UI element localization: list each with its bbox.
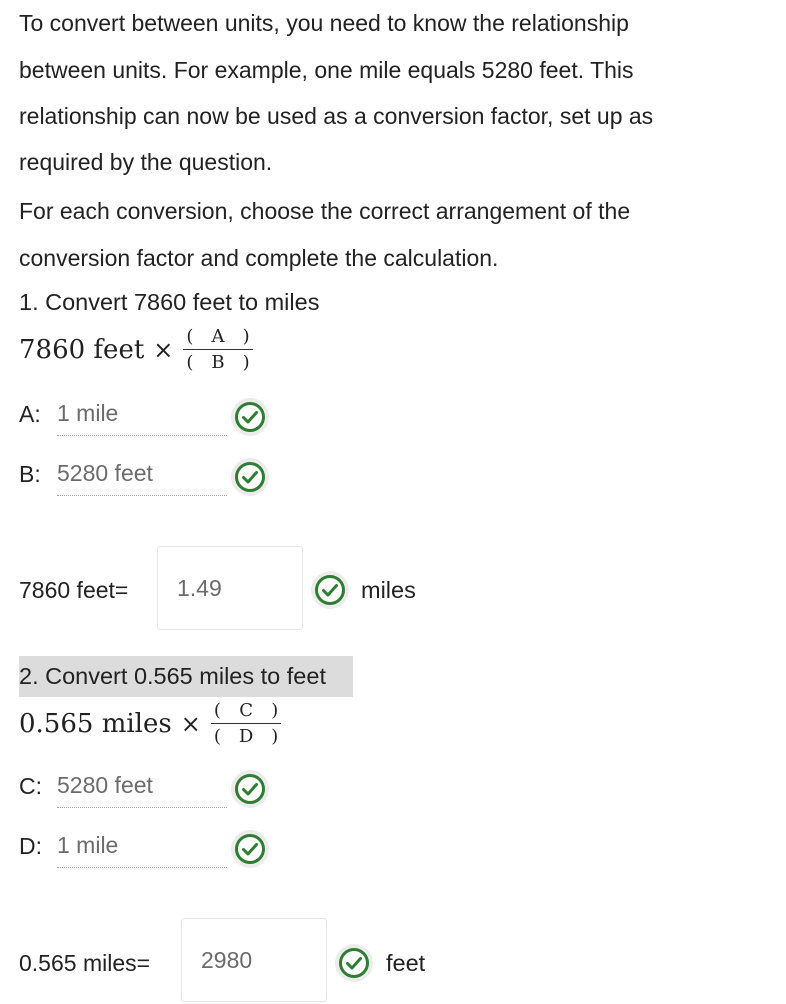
check-circle-icon — [231, 398, 269, 436]
denominator-variable: B — [211, 352, 225, 373]
times-sign: × — [180, 710, 201, 738]
answer-c-select[interactable]: 5280 feet — [57, 764, 227, 808]
conversion-fraction — [183, 326, 252, 374]
check-circle-icon — [335, 944, 373, 982]
result-label: 0.565 miles= — [19, 949, 151, 976]
expression-lead: 0.565 miles — [19, 709, 172, 739]
denominator-variable: D — [238, 726, 254, 747]
times-sign: × — [153, 336, 174, 364]
numerator-variable: A — [211, 326, 225, 347]
question-2-result-row — [19, 921, 150, 1004]
result-unit: miles — [361, 577, 416, 603]
answer-d-row — [19, 824, 227, 868]
answer-b-select[interactable]: 5280 feet — [57, 452, 227, 496]
answer-a-row — [19, 392, 227, 436]
instruction-line: required by the question. — [19, 148, 273, 175]
fraction-denominator: ( B ) — [186, 352, 250, 373]
question-1-title: 1. Convert 7860 feet to miles — [19, 289, 320, 315]
check-circle-icon — [231, 770, 269, 808]
fraction-numerator: ( A ) — [183, 326, 252, 350]
question-2-expression — [19, 700, 281, 748]
answer-d-label: D: — [19, 832, 42, 859]
fraction-numerator: ( C ) — [211, 700, 282, 724]
answer-c-label: C: — [19, 772, 42, 799]
question-1-result-row — [19, 548, 128, 632]
answer-b-row — [19, 452, 227, 496]
instruction-line: For each conversion, choose the correct arrangement of the — [19, 197, 631, 224]
expression-lead: 7860 feet — [19, 335, 145, 365]
check-circle-icon — [311, 571, 349, 609]
fraction-denominator: ( D ) — [213, 726, 279, 747]
instructions — [19, 0, 759, 280]
answer-a-select[interactable]: 1 mile — [57, 392, 227, 436]
instruction-line: To convert between units, you need to know the relationship — [19, 10, 629, 36]
instruction-line: between units. For example, one mile equals 5280 feet. This — [19, 56, 634, 83]
numerator-variable: C — [239, 700, 253, 721]
result-input[interactable]: 2980 — [181, 918, 327, 1002]
result-label: 7860 feet= — [19, 576, 129, 603]
question-2-title: 2. Convert 0.565 miles to feet — [19, 656, 353, 697]
check-circle-icon — [231, 830, 269, 868]
answer-c-row — [19, 764, 227, 808]
question-1-expression — [19, 326, 253, 374]
instruction-line: relationship can now be used as a conversion factor, set up as — [19, 103, 654, 129]
answer-a-label: A: — [19, 400, 41, 427]
result-unit: feet — [386, 950, 426, 976]
answer-d-select[interactable]: 1 mile — [57, 824, 227, 868]
answer-b-label: B: — [19, 460, 41, 487]
conversion-fraction — [211, 700, 282, 748]
check-circle-icon — [231, 458, 269, 496]
instruction-line: conversion factor and complete the calculation. — [19, 244, 499, 271]
result-input[interactable]: 1.49 — [157, 546, 303, 630]
